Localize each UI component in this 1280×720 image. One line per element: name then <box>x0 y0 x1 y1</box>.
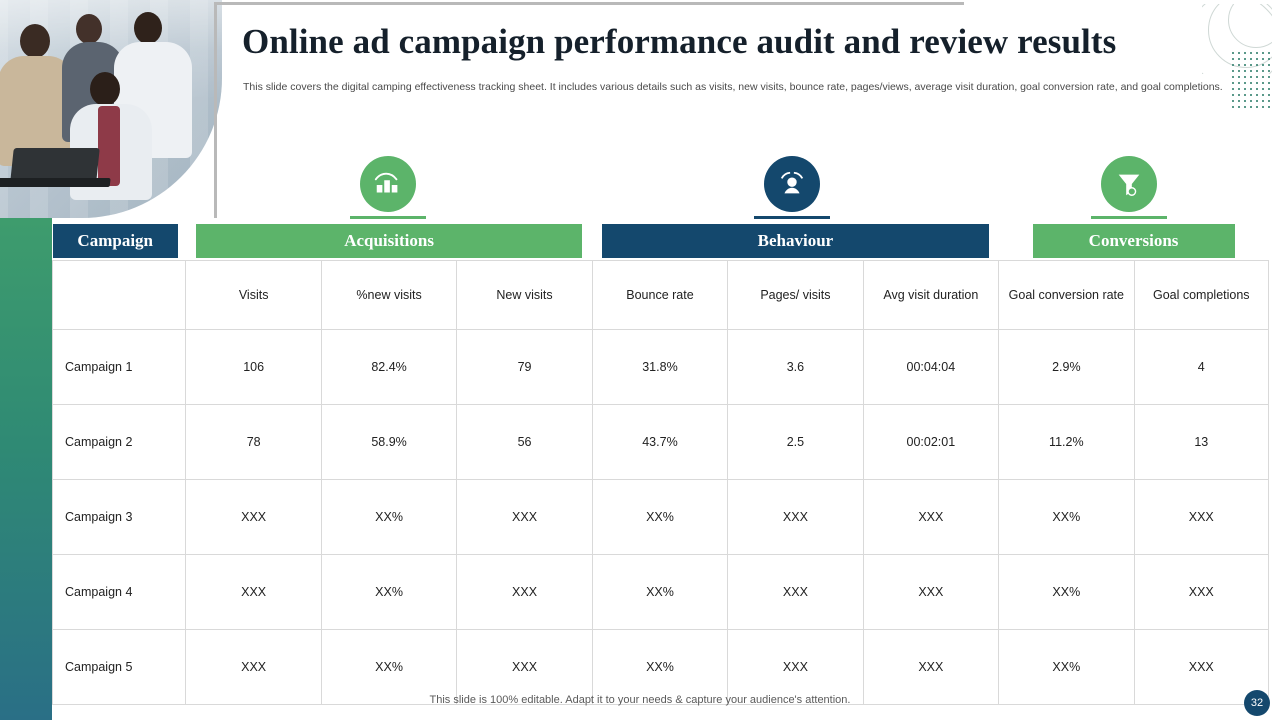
page-number-badge: 32 <box>1244 690 1270 716</box>
cell-goal-conversion-rate: XX% <box>999 555 1134 630</box>
table-row <box>53 480 1269 555</box>
cell-avg-visit-duration: XXX <box>863 480 998 555</box>
acquisitions-underline <box>350 216 426 219</box>
table-row <box>53 555 1269 630</box>
cell-avg-visit-duration: 00:02:01 <box>863 405 998 480</box>
cell-bounce-rate: XX% <box>592 630 727 705</box>
column-header-pages-visits: Pages/ visits <box>728 261 863 330</box>
cell-avg-visit-duration: 00:04:04 <box>863 330 998 405</box>
row-label: Campaign 3 <box>53 480 186 555</box>
cell-goal-completions: 13 <box>1134 405 1268 480</box>
group-conversions: Conversions <box>1033 224 1235 258</box>
cell-goal-completions: XXX <box>1134 630 1268 705</box>
row-label: Campaign 5 <box>53 630 186 705</box>
row-label: Campaign 2 <box>53 405 186 480</box>
group-acquisitions: Acquisitions <box>196 224 582 258</box>
column-header-visits: Visits <box>186 261 321 330</box>
column-header-goal-conversion-rate: Goal conversion rate <box>999 261 1134 330</box>
cell-visits: XXX <box>186 480 321 555</box>
cell-goal-conversion-rate: XX% <box>999 480 1134 555</box>
header-rule <box>214 2 964 5</box>
footer-note: This slide is 100% editable. Adapt it to your needs & capture your audience's attention. <box>429 694 851 706</box>
cell-visits: 106 <box>186 330 321 405</box>
cell-new-visits: 79 <box>457 330 592 405</box>
cell-new-visits: XXX <box>457 480 592 555</box>
header-left-rule <box>214 2 217 218</box>
cell-pages-visits: 3.6 <box>728 330 863 405</box>
cell-visits: XXX <box>186 555 321 630</box>
cell-pages-visits: XXX <box>728 630 863 705</box>
group-behaviour: Behaviour <box>602 224 988 258</box>
column-header-blank <box>53 261 186 330</box>
column-header-bounce-rate: Bounce rate <box>592 261 727 330</box>
acquisitions-icon <box>360 156 416 212</box>
cell-new-visits: 56 <box>457 405 592 480</box>
cell-pages-visits: XXX <box>728 480 863 555</box>
cell-visits: XXX <box>186 630 321 705</box>
table-row <box>53 330 1269 405</box>
column-header-goal-completions: Goal completions <box>1134 261 1268 330</box>
behaviour-underline <box>754 216 830 219</box>
behaviour-icon <box>764 156 820 212</box>
column-header-avg-visit-duration: Avg visit duration <box>863 261 998 330</box>
column-header-new-visits: New visits <box>457 261 592 330</box>
cell-bounce-rate: 43.7% <box>592 405 727 480</box>
group-campaign: Campaign <box>53 224 178 258</box>
cell-new-visits: XXX <box>457 630 592 705</box>
conversions-icon <box>1101 156 1157 212</box>
cell-pages-visits: XXX <box>728 555 863 630</box>
cell-bounce-rate: 31.8% <box>592 330 727 405</box>
cell-new-visits-pct: XX% <box>321 480 456 555</box>
cell-new-visits-pct: XX% <box>321 555 456 630</box>
team-photo <box>0 0 222 218</box>
cell-goal-completions: XXX <box>1134 555 1268 630</box>
page-title: Online ad campaign performance audit and review results <box>242 22 1117 61</box>
cell-new-visits-pct: 58.9% <box>321 405 456 480</box>
cell-goal-conversion-rate: 2.9% <box>999 330 1134 405</box>
row-label: Campaign 1 <box>53 330 186 405</box>
column-header-new-visits-pct: %new visits <box>321 261 456 330</box>
page-subtitle: This slide covers the digital camping effectiveness tracking sheet. It includes various details such as visits, new visits, bounce rate, pages/views, average visit duration, goal conversion rate, and goal completions. <box>243 81 1223 93</box>
row-label: Campaign 4 <box>53 555 186 630</box>
cell-visits: 78 <box>186 405 321 480</box>
cell-new-visits-pct: XX% <box>321 630 456 705</box>
cell-goal-conversion-rate: 11.2% <box>999 405 1134 480</box>
table-group-header-row <box>53 222 1269 261</box>
cell-bounce-rate: XX% <box>592 555 727 630</box>
table-column-header-row <box>53 261 1269 330</box>
cell-goal-conversion-rate: XX% <box>999 630 1134 705</box>
left-accent-bar <box>0 218 52 720</box>
cell-avg-visit-duration: XXX <box>863 555 998 630</box>
performance-table <box>52 222 1269 705</box>
cell-new-visits: XXX <box>457 555 592 630</box>
table-row <box>53 405 1269 480</box>
cell-new-visits-pct: 82.4% <box>321 330 456 405</box>
cell-avg-visit-duration: XXX <box>863 630 998 705</box>
cell-bounce-rate: XX% <box>592 480 727 555</box>
cell-pages-visits: 2.5 <box>728 405 863 480</box>
cell-goal-completions: 4 <box>1134 330 1268 405</box>
conversions-underline <box>1091 216 1167 219</box>
cell-goal-completions: XXX <box>1134 480 1268 555</box>
